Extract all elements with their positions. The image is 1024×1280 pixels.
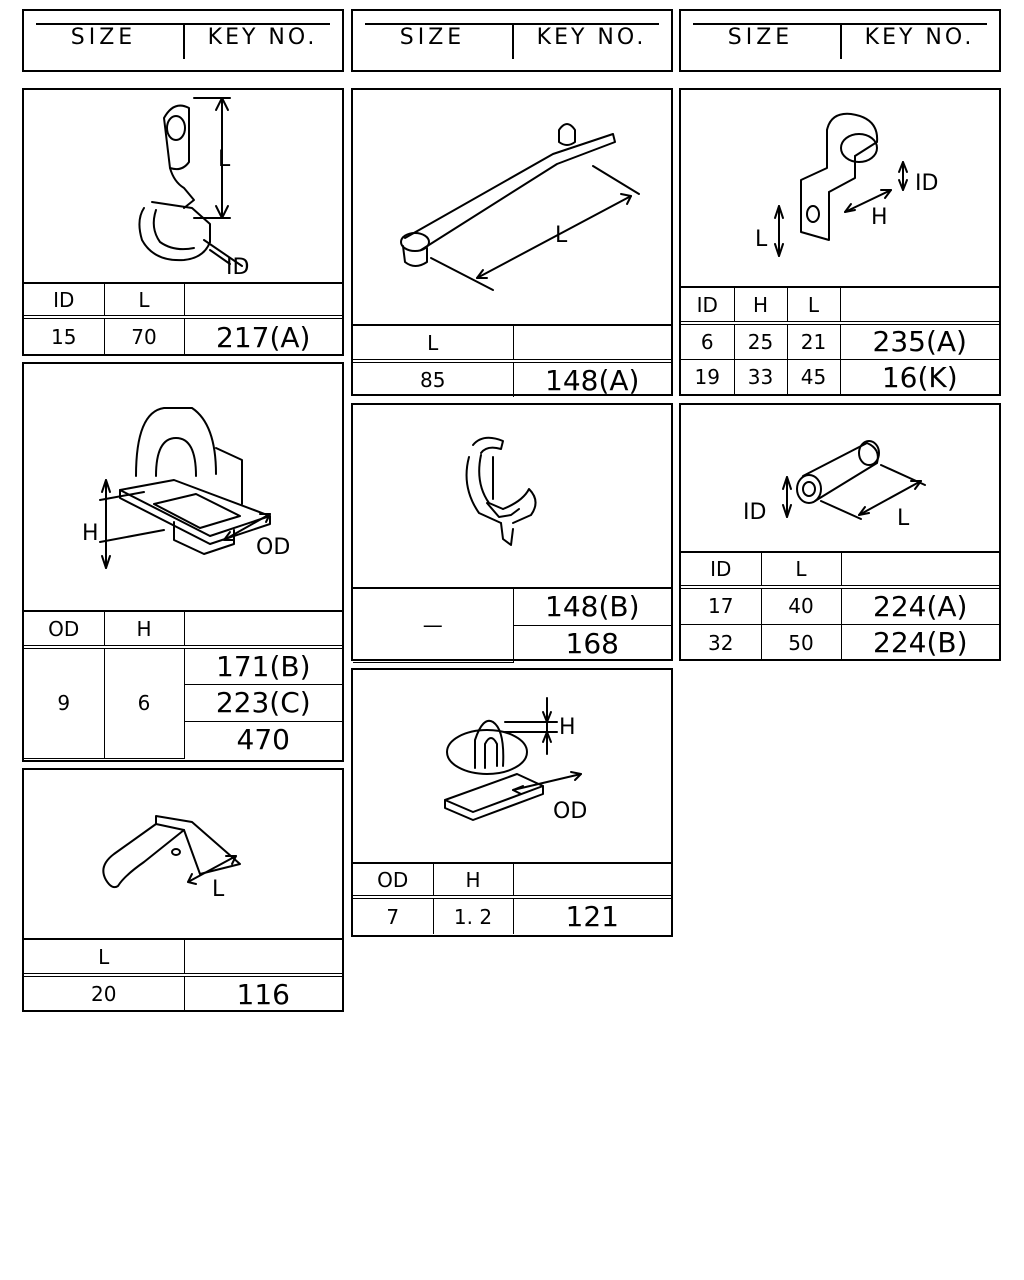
cell-od: 7 [353,897,433,934]
cell-id: 32 [681,624,761,661]
dim-l-label: L [897,506,910,531]
cell-key-no: 171(B) [184,647,342,684]
panel-push-clip-od-h [351,668,673,937]
col-header-l: L [353,325,513,361]
dim-l-label: L [755,227,768,252]
p-clamp-illustration [681,90,999,286]
col-header-od: OD [353,863,433,897]
dim-id-label: ID [915,171,939,196]
col-header-id: ID [681,287,734,323]
bracket-illustration [24,770,342,938]
clip-illustration [24,364,342,608]
cell-key-no: 148(A) [513,361,671,397]
dim-l-label: L [555,223,568,248]
clamp-illustration [24,90,342,282]
cell-h: 1. 2 [433,897,513,934]
cell-id: 19 [681,359,734,395]
cell-key-no: 223(C) [184,684,342,721]
cell-l: 21 [787,323,840,359]
cell-l: 85 [353,361,513,397]
cell-h: 25 [734,323,787,359]
col-header-l: L [761,552,841,587]
cell-od: 9 [24,647,104,758]
col-header-key [840,287,999,323]
col-header-h: H [433,863,513,897]
dim-h-label: H [82,521,99,546]
col-header-h: H [734,287,787,323]
header-size-label: SIZE [70,25,137,50]
tube-illustration [681,405,999,551]
cell-key-no: 121 [513,897,671,934]
header-box-col3 [679,9,1001,72]
header-size-label: SIZE [399,25,466,50]
cell-id: 15 [24,317,104,355]
panel-p-clamp-id-h-l [679,88,1001,396]
cell-h: 33 [734,359,787,395]
col-header-l: L [787,287,840,323]
header-box-col2 [351,9,673,72]
cell-l: 50 [761,624,841,661]
col-header-key [841,552,999,587]
spec-table [24,610,342,759]
cell-l: 70 [104,317,184,355]
panel-bracket-l [22,768,344,1012]
cell-key-no: 116 [184,975,342,1011]
col-header-key [184,283,342,317]
cell-l: 45 [787,359,840,395]
dim-h-label: H [871,205,888,230]
panel-clamp-id-l [22,88,344,356]
panel-hook-clip [351,403,673,661]
col-header-key [513,863,671,897]
dim-id-label: ID [743,500,767,525]
spec-table [681,286,999,395]
cell-key-no: 16(K) [840,359,999,395]
dim-l-label: L [212,877,225,902]
cell-key-no: 235(A) [840,323,999,359]
dim-id-label: ID [226,255,250,280]
cell-key-no: 224(B) [841,624,999,661]
cell-key-no: 148(B) [513,588,671,625]
col-header-key [184,939,342,975]
cell-key-no: 217(A) [184,317,342,355]
col-header-id: ID [24,283,104,317]
hook-clip-illustration [353,405,671,587]
dim-l-label: L [218,147,231,172]
panel-tube-id-l [679,403,1001,661]
cell-key-no: 168 [513,625,671,662]
cell-l: 40 [761,587,841,624]
col-header-l: L [104,283,184,317]
cell-id: 17 [681,587,761,624]
header-box-col1 [22,9,344,72]
col-header-od: OD [24,611,104,647]
dim-od-label: OD [553,799,588,824]
col-header-h: H [104,611,184,647]
spec-table [353,862,671,934]
spec-table [681,551,999,661]
spec-table [24,938,342,1011]
col-header-l: L [24,939,184,975]
col-header-key [184,611,342,647]
cell-id: 6 [681,323,734,359]
col-header-key [513,325,671,361]
header-key-label: KEY NO. [207,25,318,50]
header-size-label: SIZE [727,25,794,50]
spec-table [353,587,671,663]
push-clip-illustration [353,670,671,862]
cell-key-no: 470 [184,721,342,758]
cell-size-dash: — [353,588,513,662]
spec-table [24,282,342,355]
header-key-label: KEY NO. [864,25,975,50]
cell-l: 20 [24,975,184,1011]
col-header-id: ID [681,552,761,587]
dim-h-label: H [559,715,576,740]
cell-h: 6 [104,647,184,758]
cell-key-no: 224(A) [841,587,999,624]
strap-illustration [353,90,671,324]
panel-strap-l [351,88,673,396]
dim-od-label: OD [256,535,291,560]
spec-table [353,324,671,397]
panel-clip-od-h [22,362,344,762]
header-key-label: KEY NO. [536,25,647,50]
